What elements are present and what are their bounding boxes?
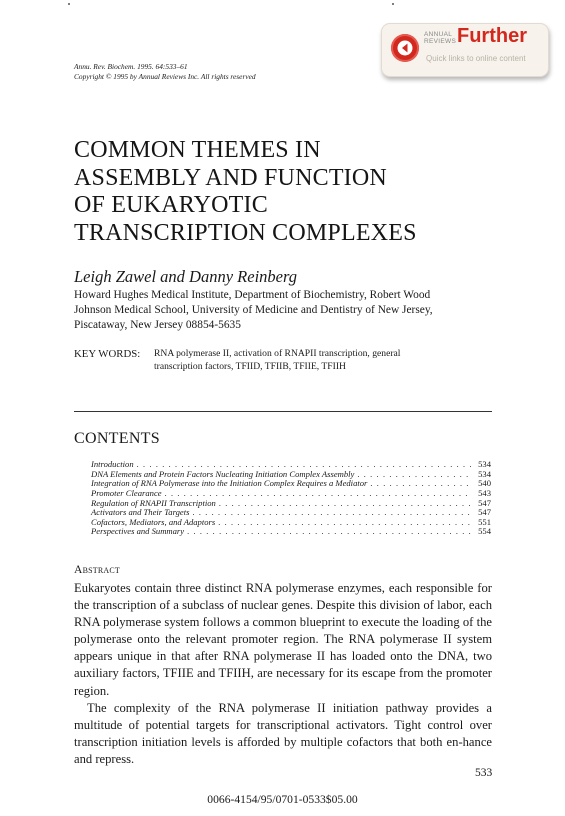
affiliation-line: Howard Hughes Medical Institute, Department of Biochemistry, Robert Wood — [74, 289, 431, 301]
toc-entry-page: 543 — [478, 487, 491, 498]
page-number: 533 — [475, 767, 493, 779]
toc-leader-dots — [192, 508, 472, 518]
left-arrow-circle-icon — [391, 34, 419, 62]
authors: Leigh Zawel and Danny Reinberg — [74, 267, 298, 286]
toc-leader-dots — [218, 518, 472, 528]
badge-small-line1: ANNUAL — [424, 31, 453, 38]
toc-entry-page: 547 — [478, 507, 491, 518]
scan-speck — [392, 3, 394, 5]
table-of-contents — [91, 460, 491, 537]
title-line: ASSEMBLY AND FUNCTION — [74, 164, 387, 191]
toc-leader-dots — [370, 479, 472, 489]
badge-publisher — [424, 31, 456, 45]
keywords-text — [154, 348, 400, 373]
toc-entry-title: Introduction — [91, 459, 134, 469]
badge-further-label: Further — [457, 25, 527, 47]
further-badge[interactable] — [381, 23, 549, 77]
toc-leader-dots — [219, 499, 472, 509]
toc-entry-title: Perspectives and Summary — [91, 526, 185, 537]
toc-leader-dots — [357, 470, 472, 480]
keywords-label: KEY WORDS: — [74, 348, 141, 360]
toc-entry-title: Cofactors, Mediators, and Adaptors — [91, 516, 216, 527]
toc-entry-title: DNA Elements and Protein Factors Nucleating Initiation Complex Assembly — [91, 468, 355, 479]
affiliation-line: Piscataway, New Jersey 08854-5635 — [74, 319, 241, 331]
toc-entry-title: Activators and Their Targets — [91, 507, 190, 518]
toc-entry-page: 534 — [478, 468, 491, 479]
section-divider — [74, 411, 492, 412]
toc-leader-dots — [187, 527, 472, 537]
badge-small-line2: REVIEWS — [424, 38, 457, 45]
citation-line1: Annu. Rev. Biochem. 1995. 64:533–61 — [74, 62, 188, 71]
citation-line2: Copyright © 1995 by Annual Reviews Inc. All rights reserved — [74, 72, 256, 81]
toc-entry-page: 554 — [478, 526, 491, 537]
toc-entry-page: 540 — [478, 478, 491, 489]
abstract-body — [74, 580, 492, 768]
toc-entry-title: Regulation of RNAPII Transcription — [91, 497, 216, 508]
toc-entry-page: 547 — [478, 497, 491, 508]
toc-entry-title: Integration of RNA Polymerase into the Initiation Complex Requires a Mediator — [91, 478, 368, 489]
contents-heading: CONTENTS — [74, 430, 160, 447]
title-line: OF EUKARYOTIC — [74, 192, 268, 218]
keywords-line: RNA polymerase II, activation of RNAPII transcription, general — [154, 348, 401, 359]
toc-entry-title: Promoter Clearance — [91, 487, 162, 498]
affiliation-line: Johnson Medical School, University of Medicine and Dentistry of New Jersey, — [74, 304, 433, 316]
toc-entry-page: 551 — [478, 516, 491, 527]
scan-speck — [68, 3, 70, 5]
abstract-heading: Abstract — [74, 563, 120, 576]
title-line: TRANSCRIPTION COMPLEXES — [74, 219, 417, 246]
toc-entry[interactable] — [91, 527, 491, 537]
abstract-paragraph: The complexity of the RNA polymerase II initiation pathway provides a multitude of potential targets for transcriptional activators. Tight control over transcription initiation levels is afforded by multiple cofactors that both en-hance and repress. — [74, 700, 492, 766]
badge-tagline: Quick links to online content — [426, 54, 526, 63]
toc-entry-page: 534 — [478, 459, 491, 469]
title-line: COMMON THEMES IN — [74, 137, 321, 163]
affiliation — [74, 288, 433, 333]
footer-code: 0066-4154/95/0701-0533$05.00 — [207, 793, 358, 806]
citation — [74, 62, 256, 82]
article-title — [74, 137, 417, 247]
abstract-paragraph: Eukaryotes contain three distinct RNA polymerase enzymes, each responsible for the transcription of a subclass of nuclear genes. Despite this division of labor, each RNA polymerase system follows a common blueprint to execute the loading of the polymerase onto the relevant promoter region. The RNA polymerase II system appears unique in that after RNA polymerase II has loaded onto the DNA, two auxiliary factors, TFIIE and TFIIH, are necessary for its escape from the promoter region. — [74, 581, 492, 698]
keywords-line: transcription factors, TFIID, TFIIB, TFIIE, TFIIH — [154, 360, 346, 372]
